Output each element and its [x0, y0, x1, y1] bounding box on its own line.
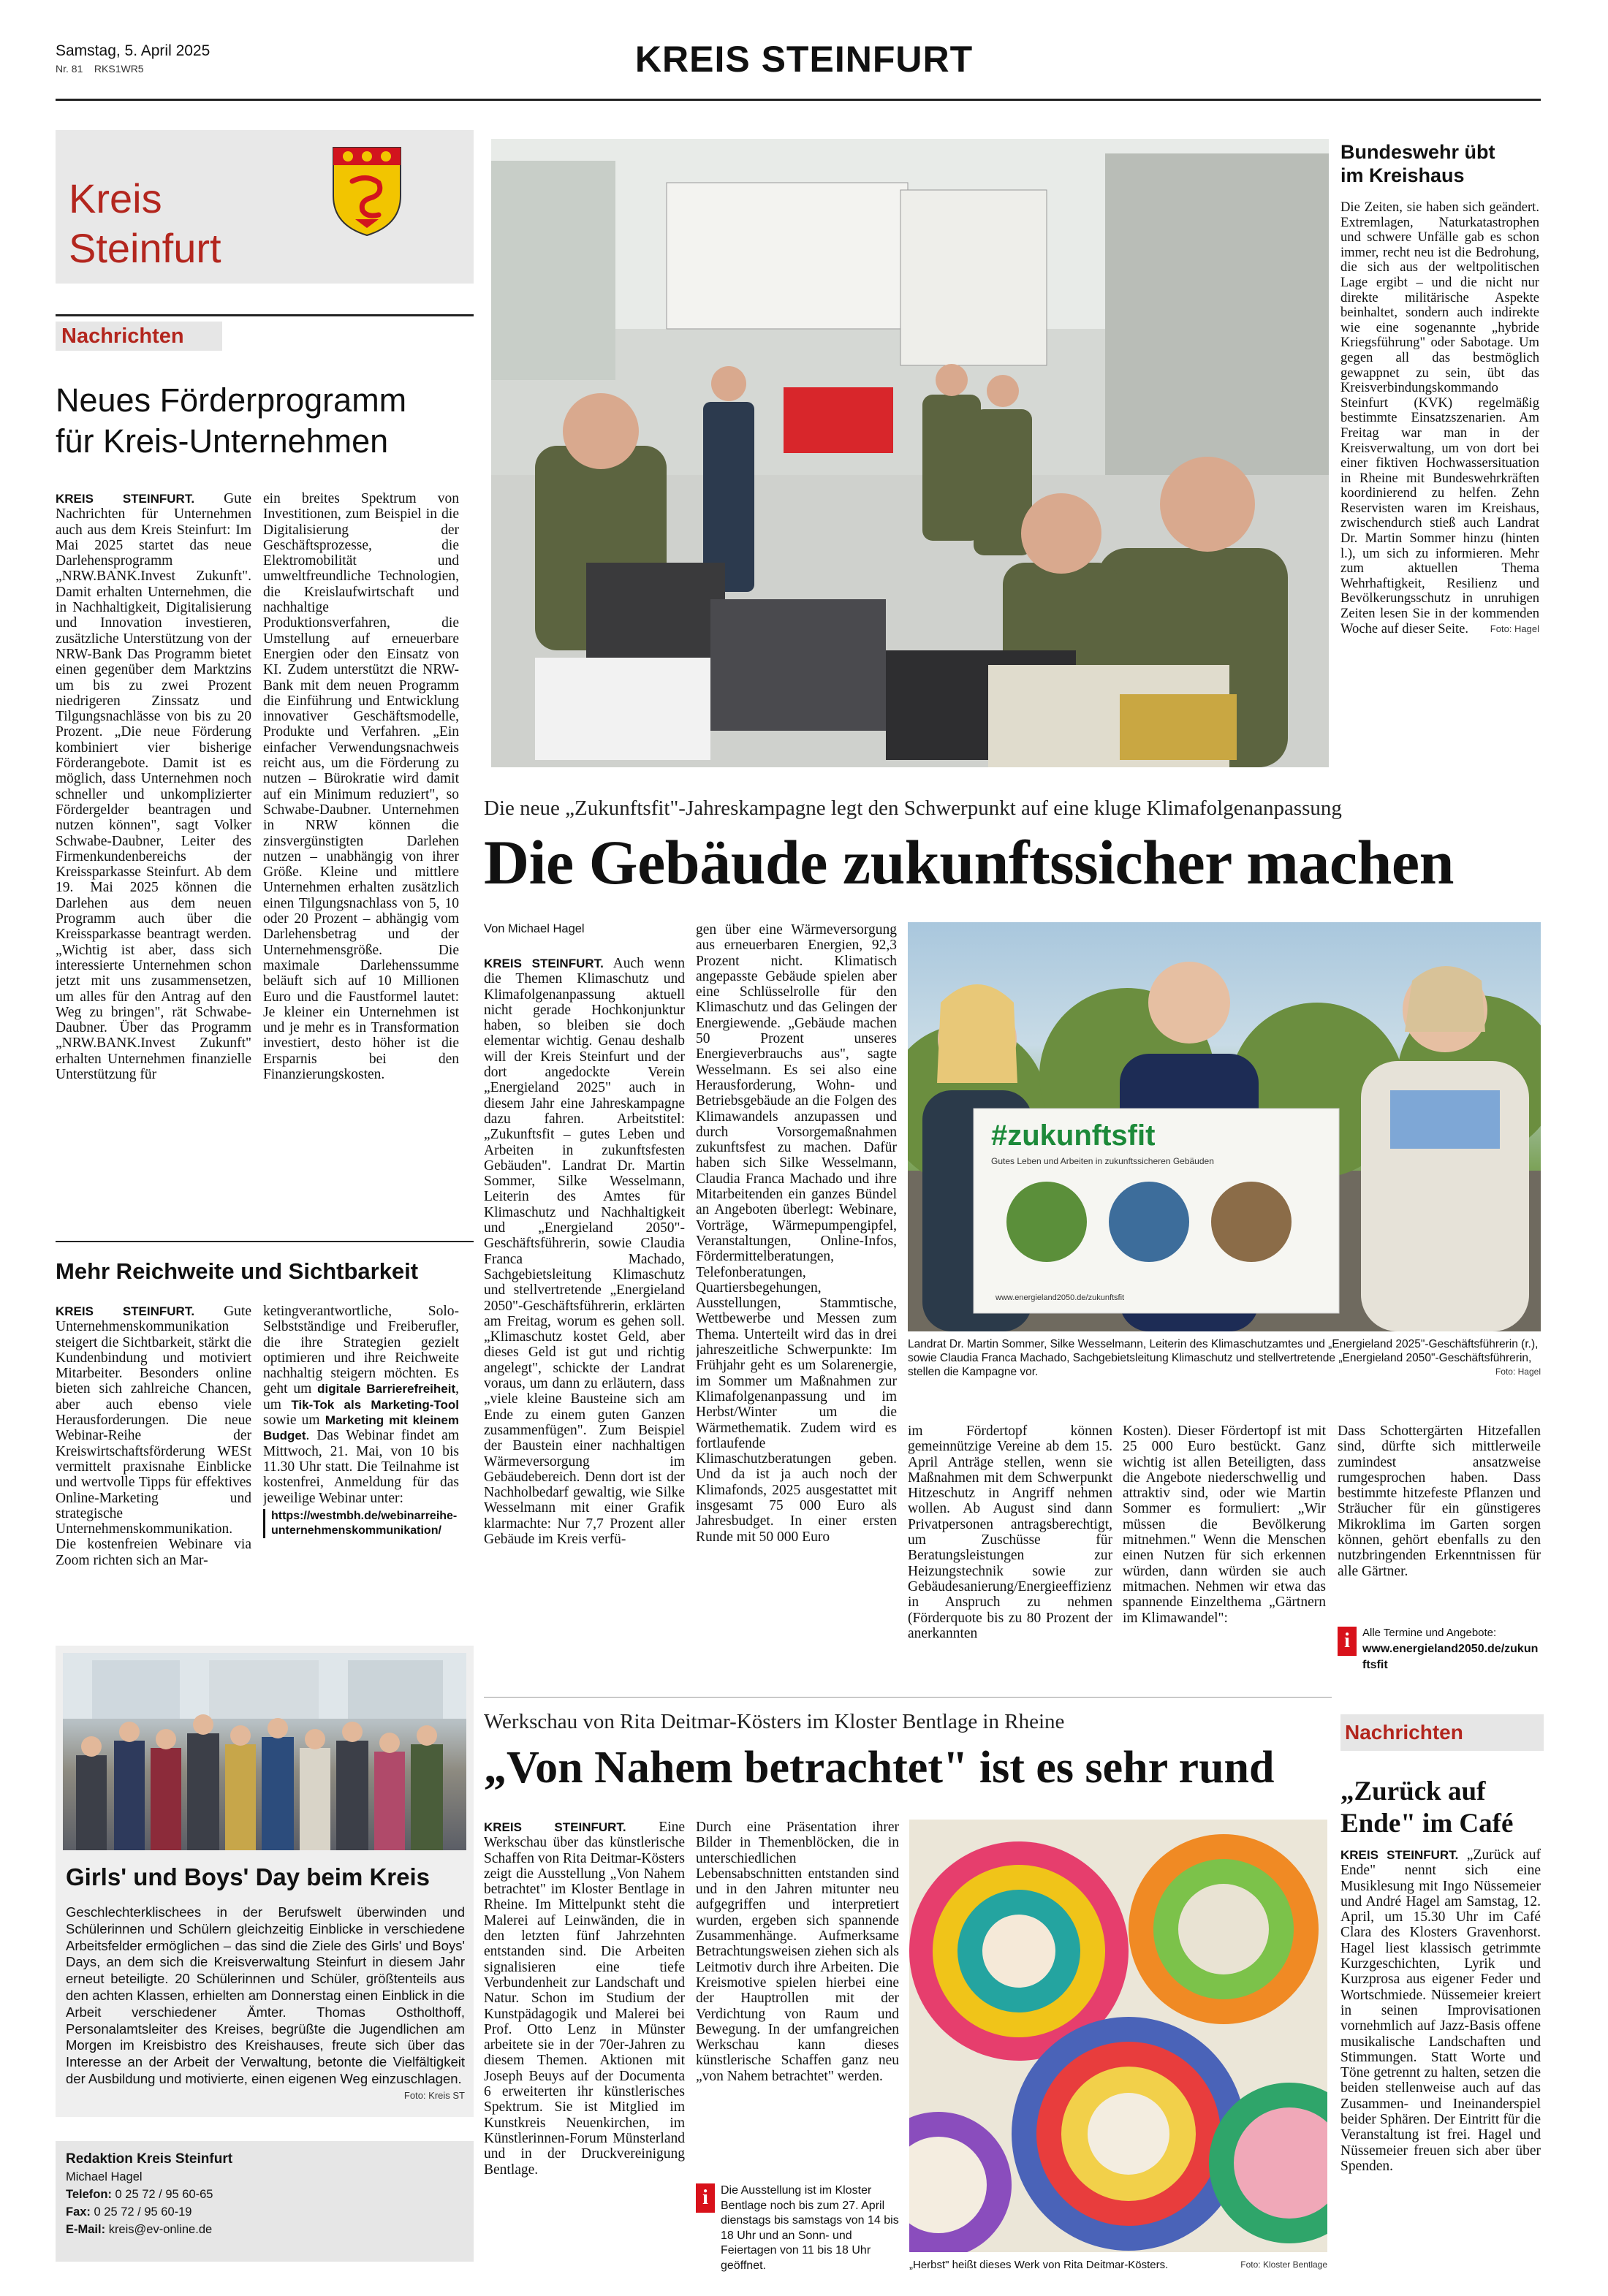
- main-col1-text: Auch wenn die Themen Klimaschutz und Klimafolgenanpassung aktuell nicht gerade Hochkonjunktur haben, so bleiben sie doch elementar wichtig. Genau deshalb will der Kreis Steinfurt und der dort angedockte Verein „Energieland 2025" auch in diesem Jahr eine Jahreskampagne dazu fahren. Arbeitstitel: „Zukunftsfit – gutes Leben und Arbeiten in zukunftsfesten Gebäuden". Landrat Dr. Martin Sommer, Silke Wesselmann, Leiterin des Amtes für Klimaschutz und Nachhaltigkeit und „Energieland 2050"-Geschäftsführerin, sowie Claudia Franca Machado, Sachgebietsleitung Klimaschutz und stellvertretende „Energieland 2050"-Geschäftsführerin, erklärten am Freitag, worum es gehen soll. „Klimaschutz kostet Geld, aber dieses Geld ist gut und richtig angelegt", schickte der Landrat voraus, um dann zu erläutern, dass „viele kleine Bausteine sich am Ende zu einem guten Ganzen zusammenfügen". Zum Beispiel der Baustein einer nachhaltigen Wärmeversorgung im Gebäudebereich. Denn dort ist der Nachholbedarf gewaltig, wie Silke Wesselmann mit einer Grafik klarmachte: Nur 7,7 Prozent aller Gebäude im Kreis verfü-: [484, 956, 685, 1547]
- article1-headline-line1: Neues Förderprogramm: [56, 381, 407, 419]
- sidebar-header-rule: [56, 314, 474, 316]
- article1-col2: [263, 491, 459, 1222]
- redaktion-email-label: E-Mail:: [66, 2223, 106, 2236]
- rheine-col2: [696, 1820, 899, 2163]
- article2-col1-text: Gute Unternehmenskommunikation steigert die Sichtbarkeit, stärkt die Kundenbindung und motiviert Mitarbeiter. Besonders online bieten sich zahlreiche Chancen, aber auch ebenso viele Herausforderungen. Die neue Webinar-Reihe der Kreiswirtschaftsförderung WESt vermittelt praxisnahe Einblicke und wertvolle Tipps für effektives Online-Marketing und strategische Unternehmenskommunikation. Die kostenfreien Webinare via Zoom richten sich an Mar-: [56, 1304, 251, 1568]
- group-photo: [63, 1653, 466, 1850]
- article2-col2-text-d: sowie um: [263, 1413, 320, 1429]
- herbst-painting-art: [909, 1820, 1327, 2252]
- bundeswehr-credit: Foto: Hagel: [1490, 623, 1539, 634]
- article2-col2-text-e: . Das Webinar findet am Mittwoch, 21. Mai, von 10 bis 11.30 Uhr statt. Die Teilnahme ist kostenfrei, Anmeldung für das jeweilige Webinar unter:: [263, 1428, 459, 1506]
- sidebar-title: [69, 174, 221, 273]
- rheine-credit: Foto: Kloster Bentlage: [1240, 2259, 1327, 2270]
- main-col5: [1338, 1423, 1541, 1628]
- redaktion-fax-row: [66, 2205, 191, 2219]
- main-col4: [1123, 1423, 1326, 1679]
- article2-topic-3: Marketing mit kleinem Budget: [263, 1413, 459, 1443]
- bundeswehr-text-body: Die Zeiten, sie haben sich geändert. Extremlagen, Naturkatastrophen und schwere Unfälle gab es schon immer, recht neu ist die Bedrohung, die sich aus der weltpolitischen Lage ergibt – und die nicht nur direkte militärische Aspekte beinhaltet, sondern auch indirekte wie eine sogenannte „hybride Kriegsführung" oder Sabotage. Um gegen all das bestmöglich gewappnet zu sein, übt das Kreisverbindungskommando Steinfurt (KVK) regelmäßig bestimmte Einsatzszenarien. Am Freitag war man in der Kreisverwaltung, um von dort bei einer fiktiven Hochwassersituation in Rheine mit Bundeswehrkräften koordinierend zu helfen. Zehn Reservisten waren im Kreishaus, zwischendurch stieß auch Landrat Dr. Martin Sommer hinzu (hinten l.), um sich zu informieren. Mehr zum aktuellen Thema Wehrhaftigkeit, Resilienz und Bevölkerungsschutz in unruhigen Zeiten lesen Sie in der kommenden Woche auf dieser Seite.: [1340, 200, 1539, 636]
- redaktion-fax-label: Fax:: [66, 2205, 91, 2219]
- article2-headline: Mehr Reichweite und Sichtbarkeit: [56, 1258, 419, 1284]
- main-info-text: Alle Termine und Angebote:: [1362, 1627, 1497, 1639]
- bundeswehr-headline: [1340, 140, 1545, 187]
- banner-title: #zukunftsfit: [991, 1120, 1156, 1152]
- cafe-text: [1340, 1847, 1541, 2278]
- article2-topic-2: Tik-Tok als Marketing-Tool: [291, 1397, 459, 1412]
- main-col2: [696, 922, 897, 1679]
- main-headline: Die Gebäude zukunftssicher machen: [484, 827, 1454, 897]
- rheine-rule: [484, 1697, 1332, 1698]
- redaktion-email[interactable]: kreis@ev-online.de: [108, 2223, 213, 2236]
- main-kicker: Die neue „Zukunftsfit"-Jahreskampagne legt den Schwerpunkt auf eine kluge Klimafolgenanpassung: [484, 797, 1342, 820]
- redaktion-name: Michael Hagel: [66, 2170, 143, 2183]
- masthead-date: Samstag, 5. April 2025: [56, 42, 211, 59]
- article2-col2-text-a: ketingverantwortliche, Solo-Selbstständige und Freiberufler, die ihre Strategien gezielt optimieren und ihre Reichweite nachhaltig steigern möchten. Es geht um: [263, 1304, 459, 1397]
- rheine-col2-text: Durch eine Präsentation ihrer Bilder in Themenblöcken, die in unterschiedlichen Lebensabschnitten entstanden sind und in den Jahren mitunter neu aufgegriffen und interpretiert wurden, ergeben sich spannende Zusammenhänge. Aufmerksame Betrachtungsweisen ziehen sich als Leitmotiv durch ihre Arbeiten. Die Kreismotive spielen hierbei eine der Hauptrollen mit der Verdichtung von Raum und Bewegung. In der umfangreichen Werkschau kann dieses künstlerische Schaffen ganz neu „von Nahem betrachtet" werden.: [696, 1820, 899, 2084]
- bundeswehr-headline-line2: im Kreishaus: [1340, 164, 1465, 186]
- rheine-headline: „Von Nahem betrachtet" ist es sehr rund: [484, 1743, 1275, 1793]
- group-photo-people: [63, 1653, 466, 1850]
- rheine-info-box: [696, 2183, 899, 2278]
- rheine-caption-text: „Herbst" heißt dieses Werk von Rita Deitmar-Kösters.: [909, 2259, 1169, 2271]
- article3-headline: Girls' und Boys' Day beim Kreis: [66, 1863, 431, 1890]
- article1-dateline: KREIS STEINFURT.: [56, 492, 195, 506]
- article1-col2-text: ein breites Spektrum von Investitionen, zum Beispiel in die Digitalisierung der Geschäftsprozesse, die Elektromobilität und umweltfreundliche Technologien, die Kreislaufwirtschaft und nachhaltige Produktionsverfahren, die Umstellung auf erneuerbare Energien oder den Einsatz von KI. Zudem unterstützt die NRW-Bank mit dem neuen Programm die Einführung und Entwicklung innovativer Geschäftsmodelle, Produkte und Verfahren. „Ein einfacher Verwendungsnachweis reicht aus, um die Förderung zu nutzen – Bürokratie wird damit auf ein Minimum reduziert", so Schwabe-Daubner. Unternehmen in NRW können die zinsvergünstigten Darlehen nutzen – unabhängig von ihrer Größe. Kleine und mittlere Unternehmen erhalten zusätzlich einen Tilgungsnachlass von 5, 10 oder 20 Prozent – abhängig vom Darlehensbetrag und der Unternehmensgröße. Die maximale Darlehenssumme beläuft sich auf 10 Millionen Euro und die Faustformel lautet: Je kleiner ein Unternehmen ist und je mehr es in Transformation investiert, desto höher ist die Ersparnis bei den Finanzierungskosten.: [263, 491, 459, 1082]
- main-col5-text: Dass Schottergärten Hitzefallen sind, dürfte sich mittlerweile zumindest ansatzweise rumgesprochen haben. Dass bestimmte hitzefeste Pflanzen und Sträucher für ein günstigeres Mikroklima im Garten sorgen können, gehört ebenfalls zu den nutzbringenden Erkenntnissen für alle Gärtner.: [1338, 1423, 1541, 1579]
- article3-text: [66, 1904, 465, 2105]
- info-icon: i: [696, 2183, 715, 2213]
- sidebar-title-line2: Steinfurt: [69, 225, 221, 271]
- bundeswehr-photo: [491, 139, 1329, 767]
- coat-of-arms-logo: [330, 145, 403, 238]
- cafe-text-body: „Zurück auf Ende" nennt sich eine Musiklesung mit Ingo Nüssemeier und André Hagel am Samstag, 12. April, um 15.30 Uhr im Café Clara des Klosters Gravenhorst. Hagel liest klassisch getrimmte Kurzgeschichten, Lyrik und Kurzprosa aus eigener Feder und Wortschmiede. Nüssemeier kreiert in seinen Improvisationen vornehmlich auf Jazz-Basis offene musikalische Landschaften und Stimmungen. Statt Worte und Töne getrennt zu halten, setzen die beiden stellenweise auch auf das Zusammen- und Ineinanderspiel beider Sphären. Der Eintritt für die Veranstaltung ist frei. Hagel und Nüssemeier freuen sich aber über Spenden.: [1340, 1847, 1541, 2174]
- main-credit: Foto: Hagel: [1495, 1366, 1541, 1377]
- article2-col2: [263, 1304, 459, 1611]
- rheine-col1-text: Eine Werkschau über das künstlerische Schaffen von Rita Deitmar-Kösters zeigt die Ausstellung „Von Nahem betrachtet" im Kloster Bentlage in Rheine. Im Mittelpunkt steht die Malerei auf Leinwänden, die in den letzten fünf Jahrzehnten entstanden sind. Die Arbeiten signalisieren eine tiefe Verbundenheit zur Landschaft und Natur. Schon im Studium der Kunstpädagogik und Malerei bei Prof. Otto Lenz in Münster arbeitete sie in der 70er-Jahren zu diesem Themen. Aktionen mit Joseph Beuys auf der Documenta 6 erweiterten ihr künstlerisches Spektrum. Sie ist Mitglied im Kunstkreis Neuenkirchen, im Künstlerinnen-Forum Münsterland und in der Druckvereinigung Bentlage.: [484, 1820, 685, 2178]
- sidebar-header: [56, 130, 474, 284]
- redaktion-fax: 0 25 72 / 95 60-19: [94, 2205, 192, 2219]
- article1-col1-text: Gute Nachrichten für Unternehmen auch aus dem Kreis Steinfurt: Im Mai 2025 startet das neue Darlehensprogramm „NRW.BANK.Invest Zukunft". Damit erhalten Unternehmen, die in Nachhaltigkeit, Digitalisierung und Innovation investieren, zusätzliche Unterstützung von der NRW-Bank Das Programm bietet einen gegenüber dem Marktzins um bis zu zwei Prozent niedrigeren Zinssatz und Tilgungsnachlässe von bis zu 20 Prozent. „Die neue Förderung kombiniert vier bisherige Förderangebote. Damit ist es möglich, dass Unternehmen noch schneller und unkomplizierter Fördergelder beantragen und nutzen können", sagt Volker Schwabe-Daubner, Leiter des Firmenkundenbereichs der Kreissparkasse Steinfurt. Ab dem 19. Mai 2025 können die Darlehen aus dem neuen Programm auch über die Kreissparkasse beantragt werden. „Wichtig ist aber, dass sich interessierte Unternehmen schon jetzt mit uns zusammensetzen, um alles für den Antrag auf den Weg zu bringen", rät Schwabe-Daubner. Über das Programm „NRW.BANK.Invest Zukunft" erhalten Unternehmen finanzielle Unterstützung für: [56, 491, 251, 1082]
- cafe-headline-line1: „Zurück auf: [1340, 1776, 1486, 1806]
- redaktion-phone-label: Telefon:: [66, 2188, 112, 2201]
- main-col3: [908, 1423, 1112, 1679]
- redaktion-email-row: [66, 2223, 212, 2237]
- main-caption: [908, 1337, 1541, 1379]
- info-icon: i: [1338, 1627, 1357, 1656]
- section-title: KREIS STEINFURT: [634, 39, 974, 80]
- article1-col1: [56, 491, 251, 1222]
- article2-rule: [56, 1241, 474, 1242]
- main-dateline: KREIS STEINFURT.: [484, 957, 604, 970]
- article2-col1: [56, 1304, 251, 1611]
- article1-headline: [56, 380, 474, 462]
- main-caption-text: Landrat Dr. Martin Sommer, Silke Wesselmann, Leiterin des Klimaschutzamtes und „Energieland 2025"-Geschäftsführerin (r.), sowie Claudia Franca Machado, Sachgebietsleitung Klimaschutz und stellvertretende „Energieland 2050"-Geschäftsführerin, stellen die Kampagne vor.: [908, 1338, 1539, 1378]
- nachrichten-label: Nachrichten: [56, 322, 222, 351]
- article3-text-body: Geschlechterklischees in der Berufswelt überwinden und Schülerinnen und Schülern gleichzeitig Einblicke in verschiedene Arbeitsfelder ermöglichen – das sind die Ziele des Girls' und Boys' Days, an dem sich die Kreisverwaltung Steinfurt in diesem Jahr erneut beteiligte. 20 Schülerinnen und Schüler, größtenteils aus den achten Klassen, erhielten am Donnerstag einen Einblick in die Arbeit verschiedener Ämter. Thomas Ostholthoff, Personalamtsleiter des Kreises, begrüßte die Jugendlichen am Morgen im Kreisbistro des Kreishauses, freute sich über das Interesse an der Arbeit der Verwaltung, betonte die Vielfältigkeit der Ausbildung und motivierte, einen eigenen Weg einzuschlagen.: [66, 1904, 465, 2086]
- article2-webinar-link[interactable]: https://westmbh.de/webinarreihe-unternehmenskommunikation/: [263, 1509, 459, 1538]
- masthead-rule: [56, 99, 1541, 101]
- article2-dateline: KREIS STEINFURT.: [56, 1304, 195, 1318]
- main-info-link[interactable]: www.energieland2050.de/zukunftsfit: [1362, 1643, 1539, 1671]
- main-col3-text: im Fördertopf können gemeinnützige Vereine ab dem 15. April Anträge stellen, wenn sie Maßnahmen mit dem Schwerpunkt Hitzeschutz in Angriff nehmen wollen. Ab August sind dann Privatpersonen antragsberechtigt, um Zuschüsse für Beratungsleistungen zur Heizungstechnik sowie zur Gebäudesanierung/Energieeffizienz in Anspruch zu nehmen (Förderquote bis zu 80 Prozent der anerkannten: [908, 1423, 1112, 1641]
- sidebar-title-line1: Kreis: [69, 175, 162, 221]
- rheine-info-text: Die Ausstellung ist im Kloster Bentlage noch bis zum 27. April dienstags bis samstags von 14 bis 18 Uhr und an Sonn- und Feiertagen von 11 bis 18 Uhr geöffnet.: [721, 2184, 899, 2272]
- rheine-caption: [909, 2258, 1327, 2272]
- main-col2-text: gen über eine Wärmeversorgung aus erneuerbaren Energien, 92,3 Prozent nicht. Klimatisch angepasste Gebäude spielen aber eine Schlüsselrolle für den Klimaschutz und das Gelingen der Energiewende. „Gebäude machen 50 Prozent unseres Energieverbrauchs aus", sagte Wesselmann. Es sei also eine Herausforderung, Wohn- und Betriebsgebäude an die Folgen des Klimawandels anzupassen und durch Vorsorgemaßnahmen zukunftsfest zu machen. Dafür haben sich Silke Wesselmann, Claudia Franca Machado und ihre Mitarbeitenden ein ganzes Bündel an Angeboten überlegt: Webinare, Vorträge, Wärmepumpengipfel, Veranstaltungen, Online-Infos, Fördermittelberatungen, Telefonberatungen, Quartiersbegehungen, Ausstellungen, Stammtische, Wettbewerbe und Messen zum Thema. Unterteilt wird das in drei jahreszeitliche Schwerpunkte: Im Frühjahr geht es um Solarenergie, im Sommer um Maßnahmen zur Klimafolgenanpassung und im Herbst/Winter um die Wärmethematik. Zudem wird es fortlaufende Klimaschutzberatungen geben. Und da ist ja auch noch der Klimafonds, 2025 ausgestattet mit insgesamt 75 000 Euro als Jahresbudget. In einer ersten Runde mit 50 000 Euro: [696, 922, 897, 1545]
- redaktion-phone-row: [66, 2188, 213, 2202]
- cafe-nachrichten-label: Nachrichten: [1340, 1714, 1544, 1751]
- rheine-col1: [484, 1820, 685, 2273]
- main-col1: [484, 956, 685, 1679]
- cafe-dateline: KREIS STEINFURT.: [1340, 1848, 1459, 1862]
- bundeswehr-photo-scene: [491, 139, 1329, 767]
- article1-headline-line2: für Kreis-Unternehmen: [56, 422, 389, 460]
- bundeswehr-headline-line1: Bundeswehr übt: [1340, 141, 1495, 163]
- cafe-headline-line2: Ende" im Café: [1340, 1809, 1514, 1839]
- zukunftsfit-photo: [908, 922, 1541, 1331]
- banner-url: www.energieland2050.de/zukunftsfit: [995, 1293, 1125, 1302]
- redaktion-box: [56, 2141, 474, 2262]
- main-col4-text: Kosten). Dieser Fördertopf ist mit 25 000 Euro bestückt. Ganz wichtig ist allen Beteiligten, dass die Angebote niederschwellig und attraktiv sind, oder wie Martin Sommer es formuliert: „Wir müssen die Bevölkerung mitnehmen." Wenn die Menschen einen Nutzen für sich erkennen würden, dann würden sie auch mitmachen. Nehmen wir etwa das spannende Einzelthema „Gärtnern im Klimawandel":: [1123, 1423, 1326, 1626]
- article3-credit: Foto: Kreis ST: [403, 2089, 465, 2101]
- article2-topic-1: digitale Barrierefreiheit: [317, 1382, 456, 1396]
- herbst-painting: [909, 1820, 1327, 2252]
- redaktion-title: Redaktion Kreis Steinfurt: [66, 2151, 233, 2167]
- rheine-kicker: Werkschau von Rita Deitmar-Kösters im Kloster Bentlage in Rheine: [484, 1710, 1065, 1733]
- article2-col2-text-c: , um: [263, 1381, 459, 1413]
- bundeswehr-text: [1340, 200, 1539, 772]
- banner-subtitle: Gutes Leben und Arbeiten in zukunftssicheren Gebäuden: [991, 1156, 1214, 1166]
- main-info-box: [1338, 1627, 1541, 1678]
- masthead-issue: Nr. 81 RKS1WR5: [56, 63, 144, 75]
- main-byline: Von Michael Hagel: [484, 922, 585, 935]
- redaktion-phone[interactable]: 0 25 72 / 95 60-65: [115, 2188, 213, 2201]
- cafe-headline: [1340, 1776, 1541, 1840]
- rheine-dateline: KREIS STEINFURT.: [484, 1820, 626, 1834]
